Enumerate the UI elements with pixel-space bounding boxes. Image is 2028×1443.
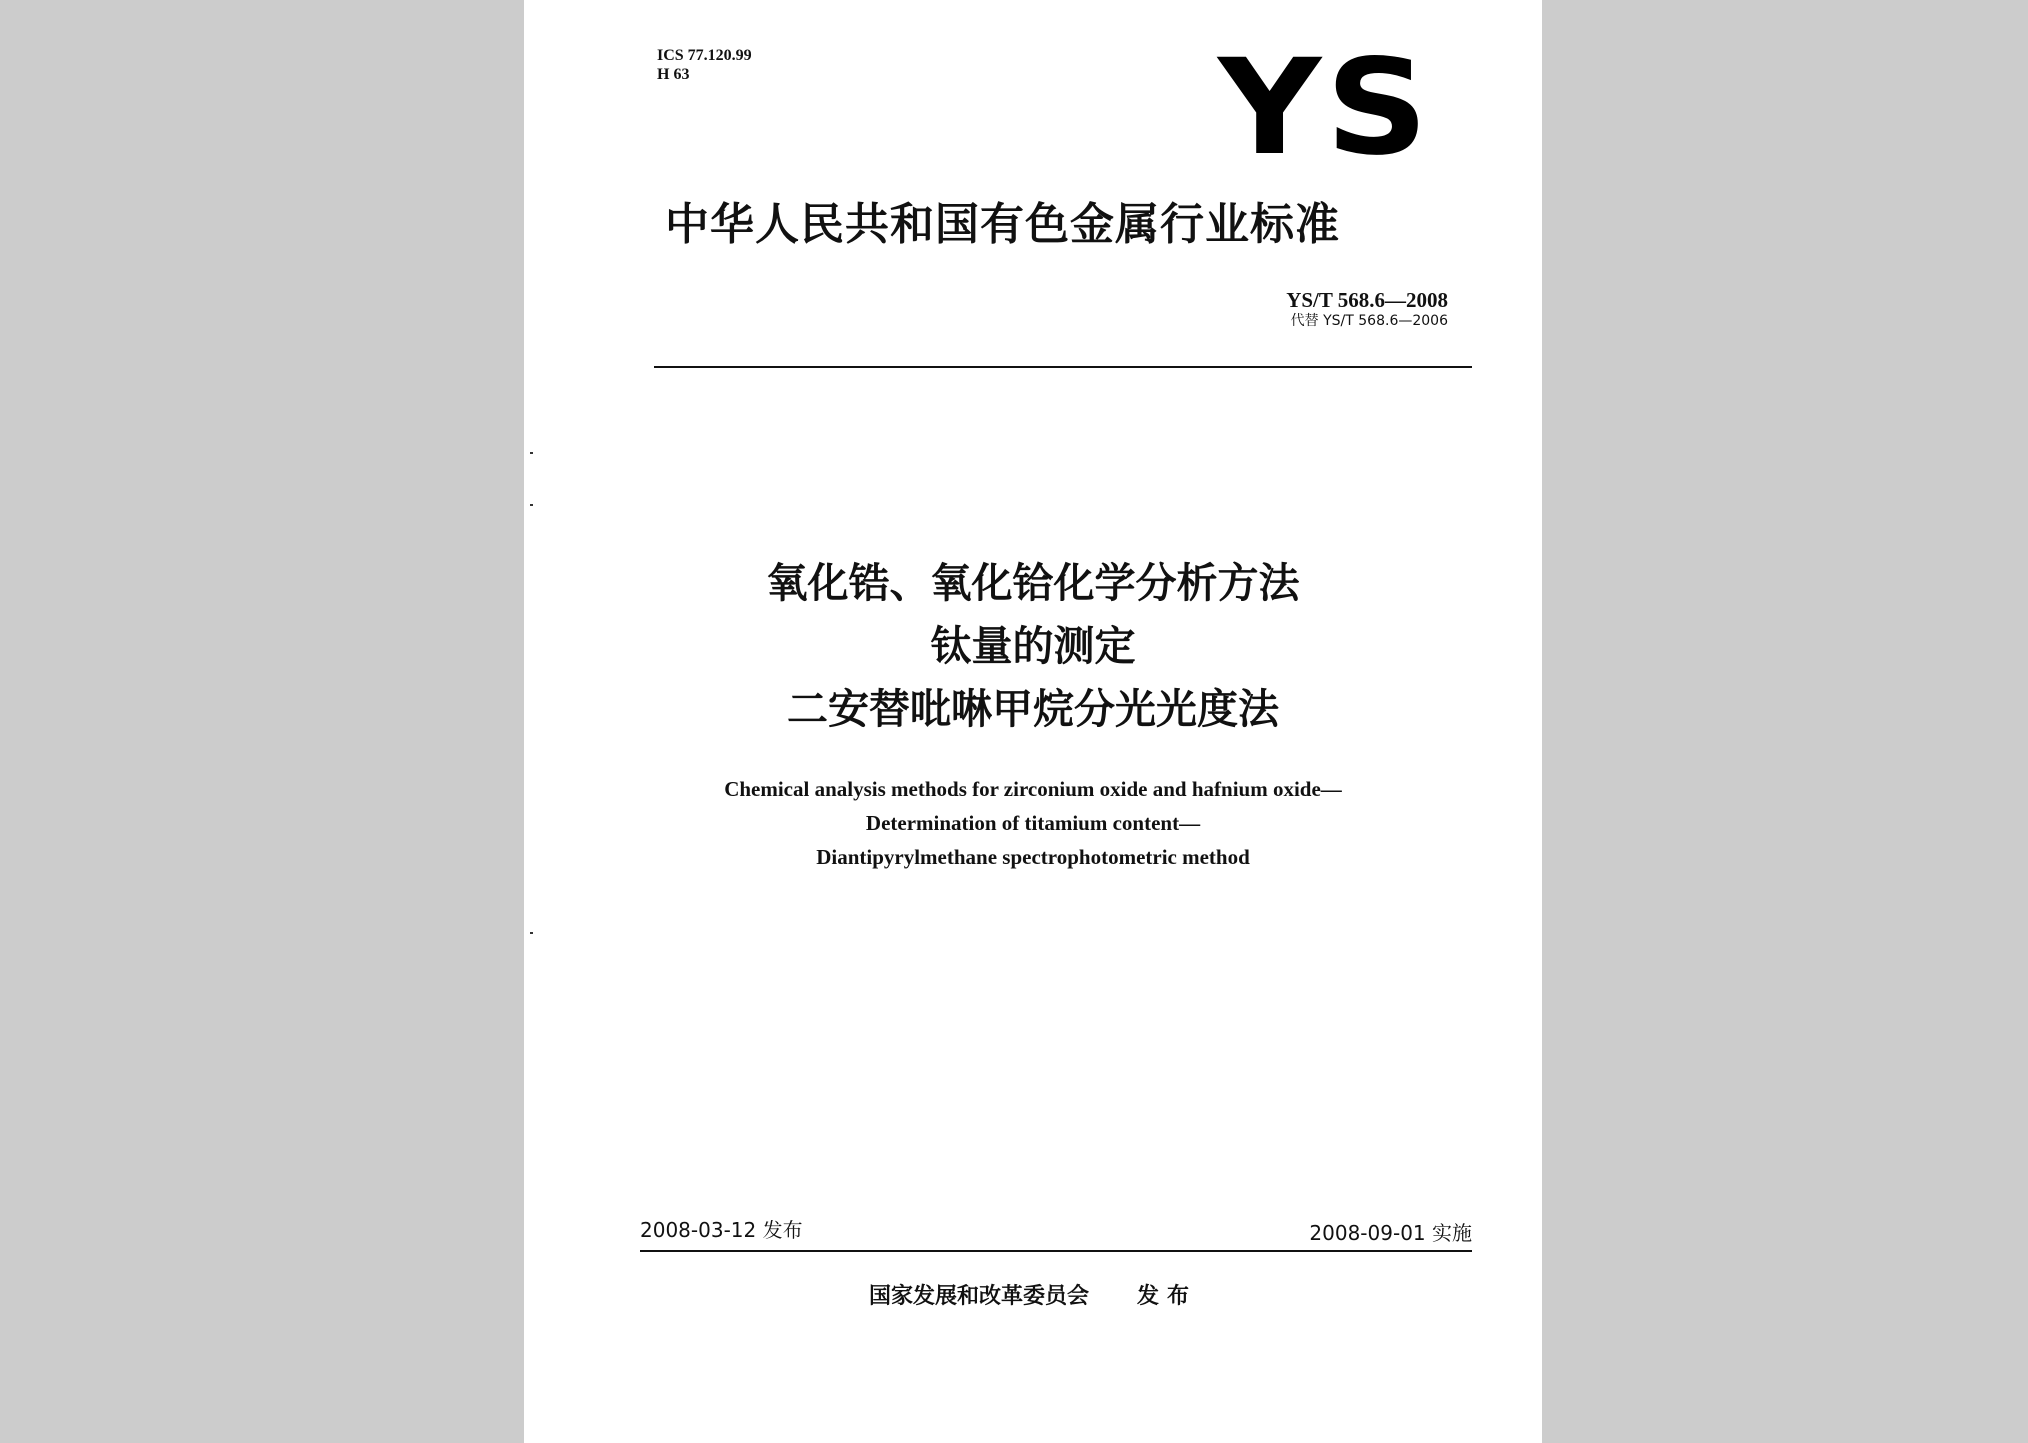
replaces-standard: 代替 YS/T 568.6—2006 bbox=[1290, 313, 1448, 329]
issue-date: 2008-03-12 发布 bbox=[640, 1218, 803, 1242]
standard-number: YS/T 568.6—2008 bbox=[1286, 288, 1448, 312]
publisher-name: 国家发展和改革委员会 bbox=[868, 1284, 1089, 1309]
english-title-line-1: Chemical analysis methods for zirconium oxide and hafnium oxide— bbox=[724, 777, 1342, 801]
ys-logo: YS bbox=[1218, 31, 1433, 185]
chinese-title-line-2: 钛量的测定 bbox=[930, 622, 1136, 670]
classification-codes bbox=[657, 46, 752, 84]
scan-speck bbox=[530, 504, 533, 506]
footer-divider bbox=[640, 1250, 1472, 1252]
english-title-line-3: Diantipyrylmethane spectrophotometric method bbox=[816, 845, 1250, 869]
standard-number-block bbox=[1286, 288, 1448, 330]
chinese-title-line-3: 二安替吡啉甲烷分光光度法 bbox=[787, 685, 1279, 733]
publish-action: 发布 bbox=[1137, 1284, 1198, 1309]
ics-code: ICS 77.120.99 bbox=[657, 47, 752, 64]
english-title bbox=[584, 772, 1482, 874]
chinese-title-line-1: 氧化锆、氧化铪化学分析方法 bbox=[766, 559, 1300, 607]
scan-speck bbox=[530, 452, 533, 454]
chinese-title bbox=[584, 552, 1482, 741]
implementation-date: 2008-09-01 实施 bbox=[1309, 1221, 1472, 1245]
document-page bbox=[524, 0, 1542, 1443]
english-title-line-2: Determination of titamium content— bbox=[865, 811, 1201, 835]
industry-standard-title: 中华人民共和国有色金属行业标准 bbox=[665, 199, 1340, 250]
header-divider bbox=[654, 366, 1472, 368]
publisher-line bbox=[524, 1282, 1542, 1312]
scan-speck bbox=[530, 932, 533, 934]
ccs-code: H 63 bbox=[657, 66, 690, 83]
